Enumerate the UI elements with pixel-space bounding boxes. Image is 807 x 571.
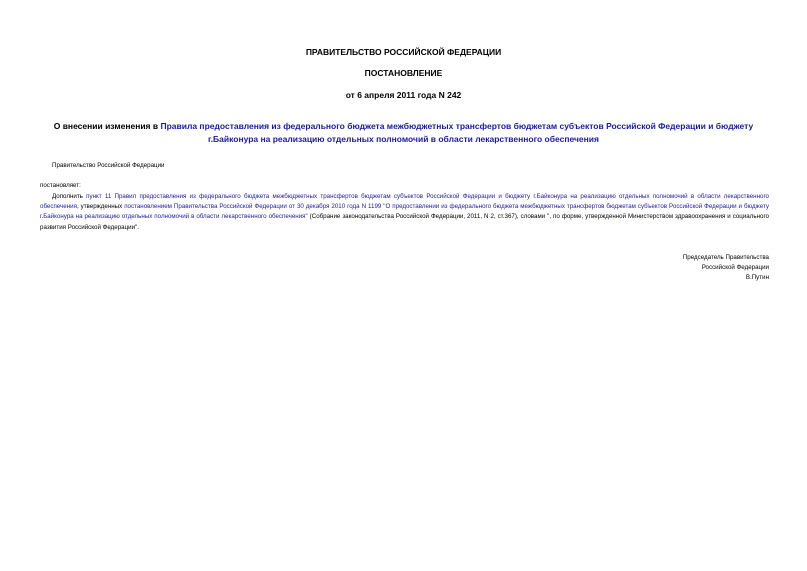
rules-point-link[interactable]: пункт 11 Правил предоставления из федерального бюджета межбюджетных трансфертов бюджетам субъектов Российской Федерации и бюджету г.Байконура на реализацию отдельных полномочий в области лекарственного обеспечения	[40, 193, 770, 211]
paragraph-mid: , утвержденных	[76, 203, 125, 211]
paragraph-prefix: Дополнить	[52, 193, 87, 200]
signature-position-line1: Председатель Правительства	[682, 254, 769, 261]
signature-name: В.Путин	[745, 274, 769, 282]
document-type-heading: ПОСТАНОВЛЕНИЕ	[364, 68, 443, 78]
paragraph-suffix: (Собрание законодательства Российской Федерации, 2011, N 2, ст.367), словами ", по форме, утвержденной Министерством здравоохранения и социального развития Российской Федерации".	[40, 213, 770, 231]
postanovlyaet-line: постановляет:	[40, 182, 81, 189]
document-date-number: от 6 апреля 2011 года N 242	[345, 90, 462, 100]
title-prefix: О внесении изменения в	[53, 121, 161, 131]
government-heading: ПРАВИТЕЛЬСТВО РОССИЙСКОЙ ФЕДЕРАЦИИ	[305, 47, 502, 57]
document-title	[40, 120, 767, 145]
resolution-1199-link[interactable]: постановлением Правительства Российской Федерации от 30 декабря 2010 года N 1199 "О предоставлении из федерального бюджета межбюджетных трансфертов бюджетам субъектов Российской Федерации и бюджету г.Байконура на реализацию отдельных полномочий в области лекарственного обеспечения"	[40, 203, 769, 221]
body-paragraph	[40, 192, 769, 233]
title-rules-link[interactable]: Правила предоставления из федерального бюджета межбюджетных трансфертов бюджетам субъектов Российской Федерации и бюджету г.Байконура на реализацию отдельных полномочий в области лекарственного обеспечения	[160, 121, 754, 144]
signature-position-line2: Российской Федерации	[701, 264, 769, 272]
government-line: Правительство Российской Федерации	[52, 162, 165, 169]
signature-block	[683, 253, 769, 284]
